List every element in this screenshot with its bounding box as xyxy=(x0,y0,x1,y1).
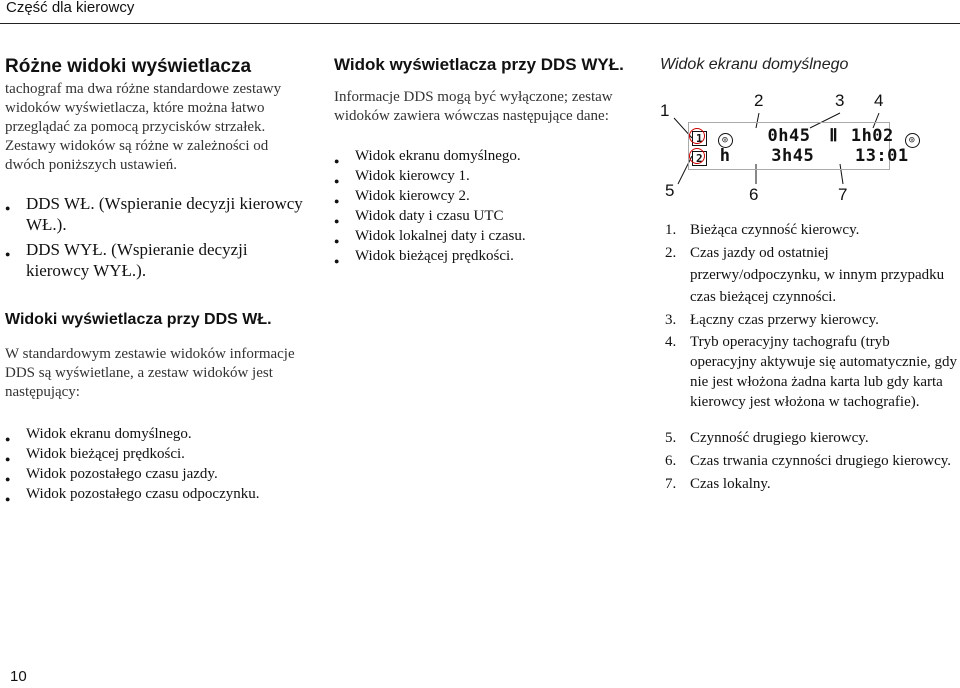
list-item: ● DDS WŁ. (Wspieranie decyzji kierowcy WŁ.). xyxy=(5,193,305,235)
column-middle xyxy=(334,54,629,266)
list-item: ● DDS WYŁ. (Wspieranie decyzji kierowcy WYŁ.). xyxy=(5,239,305,281)
page-number: 10 xyxy=(10,668,27,685)
body-paragraph: W standardowym zestawie widoków informacje DDS są wyświetlane, a zestaw widoków jest następujący: xyxy=(5,346,295,400)
driver-2-icon: 2 xyxy=(692,151,707,166)
legend-item: 1. Bieżąca czynność kierowcy. xyxy=(665,222,860,238)
driver-2-time: 3h45 xyxy=(771,146,815,166)
lcd-row-2 xyxy=(692,146,909,166)
callout-4: 4 xyxy=(874,91,884,110)
list-item: ● Widok ekranu domyślnego. xyxy=(334,146,629,166)
settings-list xyxy=(5,193,305,281)
list-item: ● Widok pozostałego czasu jazdy. xyxy=(5,464,305,484)
default-screen-diagram xyxy=(660,91,960,226)
list-item: ● Widok lokalnej daty i czasu. xyxy=(334,226,629,246)
highlight-ring-1 xyxy=(689,128,705,144)
list-item: ● Widok bieżącej prędkości. xyxy=(5,444,305,464)
callout-3: 3 xyxy=(835,91,845,110)
views-list xyxy=(334,146,629,266)
pause-icon: Ⅱ xyxy=(829,126,839,146)
rest-icon: ◎ xyxy=(718,133,733,148)
driver-2-activity-icon: h xyxy=(719,146,731,166)
page-header-title: Część dla kierowcy xyxy=(6,0,135,16)
driving-time: 0h45 xyxy=(767,126,811,146)
subsection-title: Widoki wyświetlacza przy DDS WŁ. xyxy=(5,311,272,328)
lcd-row-1 xyxy=(692,126,920,148)
list-item: ● Widok kierowcy 2. xyxy=(334,186,629,206)
mode-icon: ◎ xyxy=(905,133,920,148)
list-item: ● Widok bieżącej prędkości. xyxy=(334,246,629,266)
views-list xyxy=(5,424,305,504)
list-item: ● Widok daty i czasu UTC xyxy=(334,206,629,226)
legend-item: 6. Czas trwania czynności drugiego kierowcy. xyxy=(665,453,952,469)
legend-item: 2. Czas jazdy od ostatniej przerwy/odpoczynku, w innym przypadku czas bieżącej czynności. xyxy=(665,245,945,305)
callout-2: 2 xyxy=(754,91,764,110)
section-title: Widok ekranu domyślnego xyxy=(660,56,849,73)
legend-item: 4. Tryb operacyjny tachografu (tryb operacyjny aktywuje się automatycznie, gdy nie jest włożona żadna karta lub gdy karta kierowcy jest włożona w tachografie). xyxy=(665,334,957,410)
callout-5: 5 xyxy=(665,181,675,200)
break-time: 1h02 xyxy=(850,126,894,146)
section-title: Widok wyświetlacza przy DDS WYŁ. xyxy=(334,55,624,74)
driver-1-icon: 1 xyxy=(692,131,707,146)
list-item: ● Widok pozostałego czasu odpoczynku. xyxy=(5,484,305,504)
header-divider xyxy=(0,23,960,24)
section-title: Różne widoki wyświetlacza xyxy=(5,56,252,77)
legend-item: 3. Łączny czas przerwy kierowcy. xyxy=(665,312,879,328)
column-right xyxy=(660,54,960,492)
list-item: ● Widok kierowcy 1. xyxy=(334,166,629,186)
callout-7: 7 xyxy=(838,185,848,204)
callout-1: 1 xyxy=(660,101,670,120)
intro-paragraph: tachograf ma dwa różne standardowe zestawy widoków wyświetlacza, które można łatwo przeglądać za pomocą przycisków strzałek. Zestawy widoków są różne w zależności od dwóch poniższych ustawień. xyxy=(5,81,282,173)
list-item: ● Widok ekranu domyślnego. xyxy=(5,424,305,444)
legend-list xyxy=(660,220,960,494)
callout-6: 6 xyxy=(749,185,759,204)
local-time: 13:01 xyxy=(854,146,909,166)
legend-item: 5. Czynność drugiego kierowcy. xyxy=(665,430,869,446)
body-paragraph: Informacje DDS mogą być wyłączone; zestaw widoków zawiera wówczas następujące dane: xyxy=(334,89,613,124)
highlight-ring-5 xyxy=(689,148,705,164)
legend-item: 7. Czas lokalny. xyxy=(665,476,771,492)
column-left xyxy=(5,54,305,504)
